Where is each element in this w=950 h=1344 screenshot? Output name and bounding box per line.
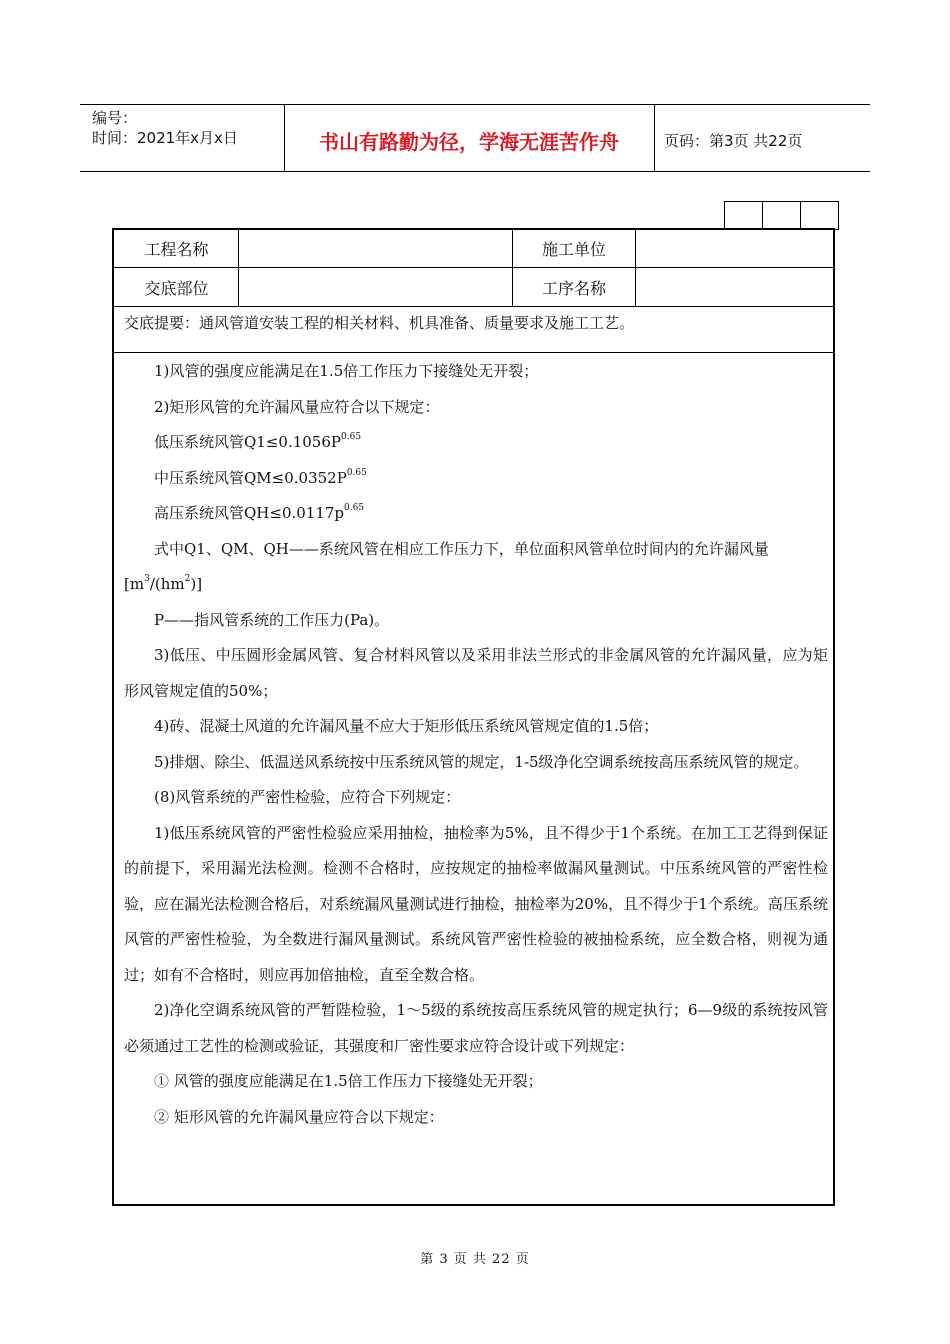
briefing-part-label: 交底部位 — [144, 278, 209, 298]
construction-unit-label: 施工单位 — [541, 240, 606, 259]
paragraph: P——指风管系统的工作压力(Pa)。 — [154, 610, 390, 629]
header-divider-right — [654, 104, 655, 172]
form-row-part — [114, 268, 833, 307]
unit-text: )] — [190, 575, 203, 593]
header-top-rule — [80, 104, 870, 105]
header-divider-left — [284, 104, 285, 172]
paragraph: 1)低压系统风管的严密性检验应采用抽检，抽检率为5%，且不得少于1个系统。在加工工艺得到保证的前提下，采用漏光法检测。检测不合格时，应按规定的抽检率做漏风量测试。中压系统风管的严密性检验，应在漏光法检测合格后，对系统漏风量测试进行抽检，抽检率为20%，且不得少于1个系统。高压系统风管的严密性检验，为全数进行漏风量测试。系统风管严密性检验的被抽检系统，应全数合格，则视为通过；如有不合格时，则应再加倍抽检，直至全数合格。 — [124, 823, 828, 984]
header-motto: 书山有路勤为径，学海无涯苦作舟 — [319, 130, 619, 154]
signature-box — [724, 201, 763, 230]
paragraph: ① 风管的强度应能满足在1.5倍工作压力下接缝处无开裂； — [154, 1072, 543, 1090]
briefing-content — [124, 354, 828, 1135]
paragraph: 5)排烟、除尘、低温送风系统按中压系统风管的规定，1-5级净化空调系统按高压系统风管的规定。 — [154, 752, 809, 771]
briefing-summary: 交底提要：通风管道安装工程的相关材料、机具准备、质量要求及施工工艺。 — [124, 314, 635, 332]
formula-exponent: 0.65 — [344, 503, 365, 513]
paragraph: ② 矩形风管的允许漏风量应符合以下规定： — [154, 1107, 444, 1126]
formula-text: 中压系统风管QM≤0.0352P — [154, 468, 347, 487]
signature-box — [800, 201, 839, 230]
unit-exponent: 2 — [184, 574, 191, 584]
project-name-value — [239, 230, 512, 267]
formula-text: 低压系统风管Q1≤0.1056P — [154, 433, 341, 451]
paragraph: 2)矩形风管的允许漏风量应符合以下规定： — [154, 397, 440, 416]
document-time: 时间：2021年x月x日 — [92, 129, 238, 147]
unit-text: [m — [124, 575, 145, 593]
page-footer: 第 3 页 共 22 页 — [420, 1252, 530, 1267]
unit-exponent: 3 — [144, 574, 150, 584]
page-code: 页码：第3页 共22页 — [664, 132, 803, 150]
formula-mid-pressure — [124, 461, 828, 497]
briefing-part-value — [239, 268, 512, 306]
form-row-project — [114, 230, 833, 268]
process-name-label: 工序名称 — [541, 278, 606, 298]
formula-high-pressure — [124, 496, 828, 532]
paragraph: (8)风管系统的严密性检验，应符合下列规定： — [154, 788, 461, 806]
formula-text: 高压系统风管QH≤0.0117p — [154, 504, 345, 522]
header-bottom-rule — [80, 171, 870, 172]
paragraph: 3)低压、中压圆形金属风管、复合材料风管以及采用非法兰形式的非金属风管的允许漏风量，应为矩形风管规定值的50%； — [124, 646, 828, 700]
process-name-value — [636, 268, 835, 306]
briefing-form — [112, 228, 835, 1206]
unit-line — [124, 567, 828, 603]
paragraph: 1)风管的强度应能满足在1.5倍工作压力下接缝处无开裂； — [154, 362, 539, 380]
header-meta — [92, 108, 238, 148]
project-name-label: 工程名称 — [144, 240, 209, 259]
paragraph: 2)净化空调系统风管的严暂陛检验，1～5级的系统按高压系统风管的规定执行；6—9级的系统按风管必须通过工艺性的检测或验证，其强度和厂密性要求应符合设计或下列规定： — [124, 1001, 828, 1055]
signature-box — [762, 201, 801, 230]
construction-unit-value — [636, 230, 835, 267]
paragraph: 4)砖、混凝土风道的允许漏风量不应大于矩形低压系统风管规定值的1.5倍； — [154, 717, 659, 735]
signature-boxes — [724, 201, 839, 230]
formula-exponent: 0.65 — [346, 467, 367, 478]
document-number: 编号： — [92, 109, 138, 127]
unit-text: /(hm — [149, 575, 185, 593]
formula-low-pressure — [124, 425, 828, 461]
paragraph: 式中Q1、QM、QH——系统风管在相应工作压力下，单位面积风管单位时间内的允许漏风量 — [154, 539, 769, 558]
formula-exponent: 0.65 — [341, 432, 362, 442]
